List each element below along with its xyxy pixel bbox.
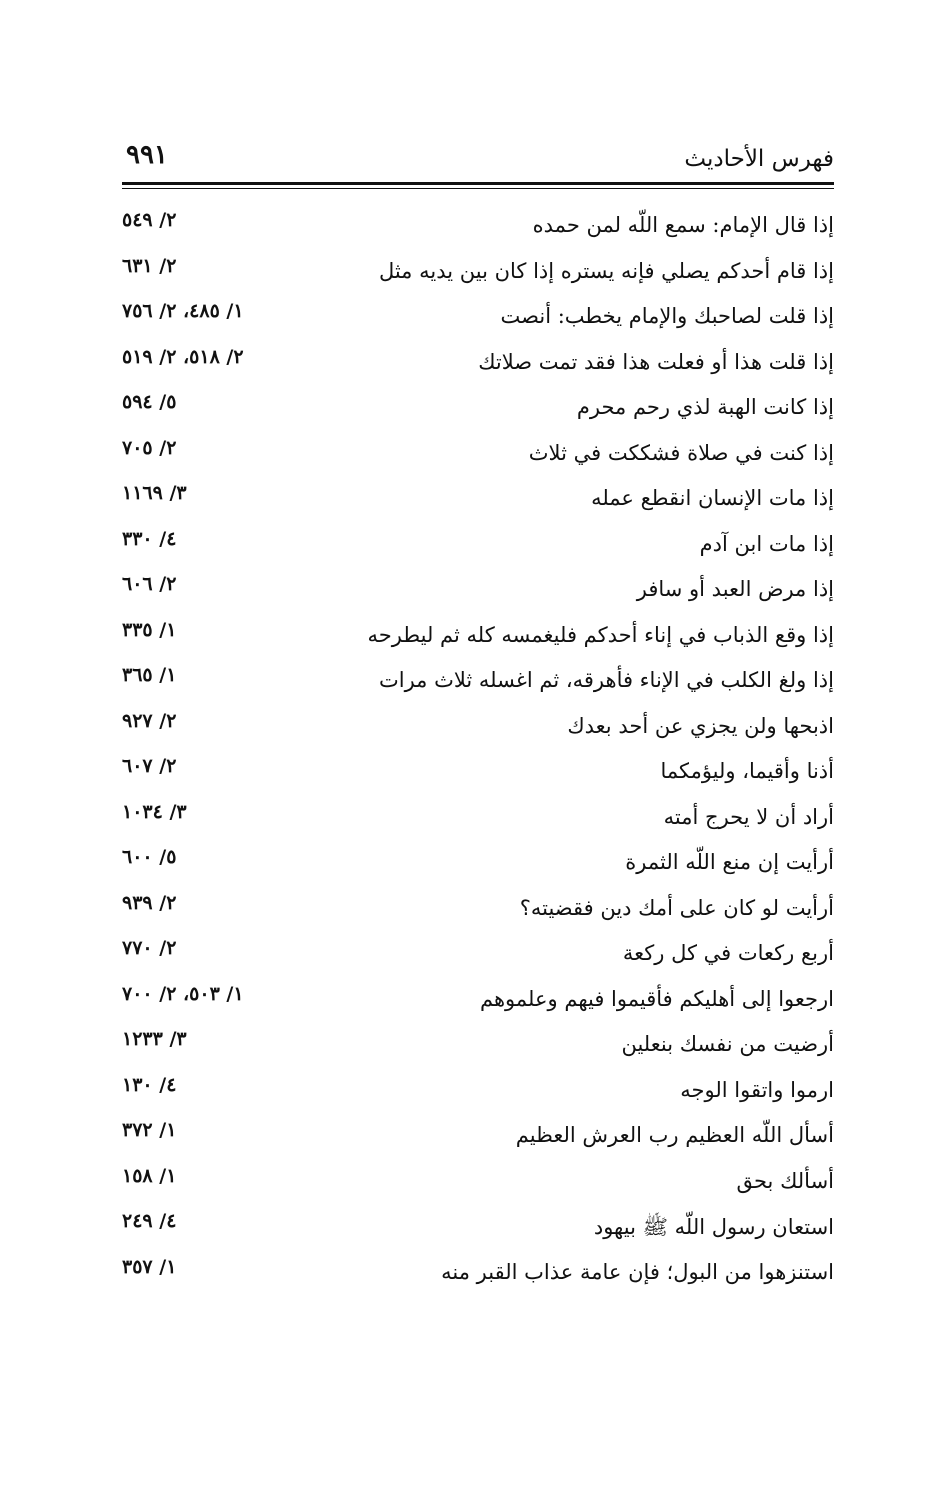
index-entry	[122, 526, 834, 572]
volume-page-reference: ١/ ١٥٨	[122, 1164, 177, 1187]
volume-page-reference: ١/ ٣٥٧	[122, 1255, 177, 1278]
volume-page-reference: ٢/ ٥١٨، ٢/ ٥١٩	[122, 345, 244, 368]
hadith-text: إذا قام أحدكم يصلي فإنه يستره إذا كان بين يديه مثل	[378, 258, 834, 283]
volume-page-reference: ٥/ ٥٩٤	[122, 391, 177, 413]
volume-page-reference: ١/ ٣٣٥	[122, 618, 177, 641]
volume-page-reference: ٥/ ٦٠٠	[122, 846, 177, 868]
hadith-index-list	[122, 207, 834, 1299]
hadith-text: أذنا وأقيما، وليؤمكما	[660, 759, 834, 783]
index-entry	[122, 1026, 834, 1072]
volume-page-reference: ٤/ ٣٣٠	[122, 527, 177, 550]
hadith-text: أرضيت من نفسك بنعلين	[621, 1032, 834, 1056]
index-entry	[122, 799, 834, 845]
volume-page-reference: ٢/ ٩٢٧	[122, 709, 177, 732]
index-entry	[122, 389, 834, 435]
volume-page-reference: ٣/ ١٠٣٤	[122, 800, 187, 823]
hadith-text: ارجعوا إلى أهليكم فأقيموا فيهم وعلموهم	[480, 986, 834, 1011]
hadith-text: أرأيت إن منع اللّه الثمرة	[625, 850, 834, 874]
page-header	[122, 140, 834, 180]
hadith-text: إذا مات الإنسان انقطع عمله	[591, 486, 834, 510]
hadith-text: استنزهوا من البول؛ فإن عامة عذاب القبر منه	[441, 1259, 834, 1284]
hadith-text: إذا كنت في صلاة فشككت في ثلاث	[528, 440, 834, 465]
volume-page-reference: ٣/ ١١٦٩	[122, 482, 187, 504]
index-entry	[122, 298, 834, 344]
index-entry	[122, 844, 834, 890]
hadith-text: اذبحها ولن يجزي عن أحد بعدك	[567, 713, 834, 738]
index-entry	[122, 1254, 834, 1300]
hadith-text: إذا كانت الهبة لذي رحم محرم	[576, 395, 834, 419]
index-entry	[122, 617, 834, 663]
volume-page-reference: ٣/ ١٢٣٣	[122, 1028, 187, 1050]
index-entry	[122, 890, 834, 936]
index-entry	[122, 662, 834, 708]
volume-page-reference: ١/ ٤٨٥، ٢/ ٧٥٦	[122, 300, 244, 322]
header-rule-thick	[122, 182, 834, 185]
hadith-text: إذا مات ابن آدم	[699, 531, 834, 556]
page-number: ٩٩١	[126, 140, 168, 170]
volume-page-reference: ٢/ ٩٣٩	[122, 891, 177, 914]
index-entry	[122, 207, 834, 253]
hadith-text: إذا قلت لصاحبك والإمام يخطب: أنصت	[500, 304, 834, 328]
hadith-text: أرأيت لو كان على أمك دين فقضيته؟	[519, 895, 834, 920]
volume-page-reference: ١/ ٣٦٥	[122, 664, 177, 686]
index-entry	[122, 344, 834, 390]
index-entry	[122, 1163, 834, 1209]
header-rule-thin	[122, 188, 834, 189]
hadith-text: أربع ركعات في كل ركعة	[622, 941, 834, 965]
hadith-text: إذا قلت هذا أو فعلت هذا فقد تمت صلاتك	[478, 349, 834, 374]
index-entry	[122, 435, 834, 481]
volume-page-reference: ٢/ ٦٣١	[122, 254, 177, 277]
hadith-text: أراد أن لا يحرج أمته	[663, 804, 834, 829]
hadith-text: أسأل اللّه العظيم رب العرش العظيم	[515, 1123, 834, 1147]
volume-page-reference: ٢/ ٧٧٠	[122, 937, 177, 959]
index-entry	[122, 253, 834, 299]
hadith-text: أسألك بحق	[736, 1168, 834, 1193]
index-entry	[122, 753, 834, 799]
index-entry	[122, 480, 834, 526]
index-entry	[122, 571, 834, 617]
volume-page-reference: ٤/ ٢٤٩	[122, 1210, 177, 1232]
volume-page-reference: ٤/ ١٣٠	[122, 1073, 177, 1096]
index-entry	[122, 708, 834, 754]
index-entry	[122, 1208, 834, 1254]
index-entry	[122, 935, 834, 981]
volume-page-reference: ١/ ٣٧٢	[122, 1119, 177, 1141]
volume-page-reference: ٢/ ٧٠٥	[122, 436, 177, 459]
hadith-text: إذا ولغ الكلب في الإناء فأهرقه، ثم اغسله ثلاث مرات	[378, 668, 834, 692]
volume-page-reference: ٢/ ٦٠٧	[122, 755, 177, 777]
hadith-text: إذا قال الإمام: سمع اللّه لمن حمده	[532, 213, 834, 237]
index-entry	[122, 1117, 834, 1163]
hadith-text: استعان رسول اللّه ﷺ بيهود	[593, 1215, 834, 1239]
volume-page-reference: ٢/ ٥٤٩	[122, 209, 177, 231]
running-title: فهرس الأحاديث	[684, 146, 834, 172]
hadith-text: إذا مرض العبد أو سافر	[636, 577, 834, 601]
index-entry	[122, 981, 834, 1027]
hadith-text: إذا وقع الذباب في إناء أحدكم فليغمسه كله ثم ليطرحه	[367, 622, 834, 647]
volume-page-reference: ١/ ٥٠٣، ٢/ ٧٠٠	[122, 982, 244, 1005]
hadith-text: ارموا واتقوا الوجه	[680, 1077, 834, 1102]
index-entry	[122, 1072, 834, 1118]
volume-page-reference: ٢/ ٦٠٦	[122, 573, 177, 595]
